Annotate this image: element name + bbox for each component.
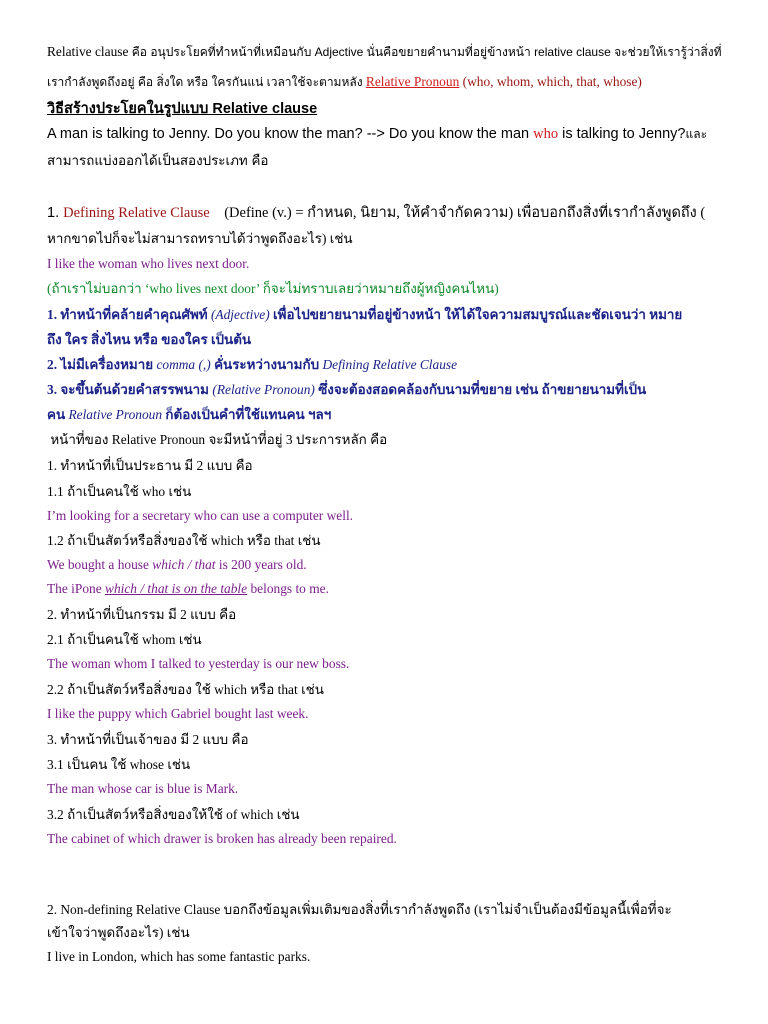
rule-text-mid: คั่นระหว่างนามกับ bbox=[210, 357, 323, 372]
who-highlight: who bbox=[533, 126, 559, 142]
defining-description: (Define (v.) = กำหนด, นิยาม, ให้คำจำกัดความ) เพื่อบอกถึงสิ่งที่เรากำลังพูดถึง ( bbox=[209, 205, 706, 221]
function-1-1: 1.1 ถ้าเป็นคนใช้ who เช่น bbox=[47, 484, 192, 499]
function-1-2: 1.2 ถ้าเป็นสัตว์หรือสิ่งของใช้ which หรือ that เช่น bbox=[47, 533, 321, 548]
example-sentence: The cabinet of which drawer is broken has already been repaired. bbox=[47, 831, 397, 846]
example-text: The iPone bbox=[47, 581, 106, 596]
defining-heading bbox=[47, 203, 728, 223]
structure-heading: วิธีสร้างประโยคในรูปแบบ Relative clause bbox=[47, 101, 318, 117]
function-2-2: 2.2 ถ้าเป็นสัตว์หรือสิ่งของ ใช้ which หรือ that เช่น bbox=[47, 682, 324, 697]
non-defining-heading-cont: เข้าใจว่าพูดถึงอะไร) เช่น bbox=[47, 925, 190, 940]
example-sentence: I like the woman who lives next door. bbox=[47, 256, 250, 271]
non-defining-heading: 2. Non-defining Relative Clause บอกถึงข้อมูลเพิ่มเติมของสิ่งที่เรากำลังพูดถึง (เราไม่จำเป็นต้องมีข้อมูลนี้เพื่อที่จะ bbox=[47, 902, 672, 917]
intro-line-1 bbox=[47, 42, 728, 62]
rule-italic-end: Defining Relative Clause bbox=[322, 357, 458, 372]
function-1-heading: 1. ทำหน้าที่เป็นประธาน มี 2 แบบ คือ bbox=[47, 458, 253, 473]
rule-1 bbox=[47, 305, 728, 325]
intro-definition-cont: เรากำลังพูดถึงอยู่ คือ สิ่งใด หรือ ใครกันแน่ เวลาใช้จะตามหลัง bbox=[47, 75, 366, 89]
rule-italic: comma (,) bbox=[156, 357, 211, 372]
function-3-1: 3.1 เป็นคน ใช้ whose เช่น bbox=[47, 757, 191, 772]
transform-text: A man is talking to Jenny. Do you know the man? --> Do you know the man bbox=[47, 126, 534, 142]
rule-italic: (Relative Pronoun) bbox=[212, 382, 315, 397]
function-3-2: 3.2 ถ้าเป็นสัตว์หรือสิ่งของให้ใช้ of which เช่น bbox=[47, 807, 300, 822]
example-sentence bbox=[47, 555, 728, 575]
example-sentence: I live in London, which has some fantastic parks. bbox=[47, 949, 311, 964]
defining-title: Defining Relative Clause bbox=[63, 205, 210, 221]
rule-text: 2. ไม่มีเครื่องหมาย bbox=[47, 357, 157, 372]
rule-2 bbox=[47, 355, 728, 375]
rule-3-cont bbox=[47, 405, 728, 425]
example-transform bbox=[47, 124, 728, 144]
rule-italic: (Adjective) bbox=[210, 307, 270, 322]
example-sentence bbox=[47, 579, 728, 599]
intro-line-2 bbox=[47, 72, 728, 92]
types-intro: สามารถแบ่งออกได้เป็นสองประเภท คือ bbox=[47, 153, 269, 168]
rule-text-end: ก็ต้องเป็นคำที่ใช้แทนคน ฯลฯ bbox=[162, 407, 332, 422]
rule-text: 3. จะขึ้นต้นด้วยคำสรรพนาม bbox=[47, 382, 213, 397]
example-sentence: I like the puppy which Gabriel bought last week. bbox=[47, 706, 309, 721]
rule-italic: Relative Pronoun bbox=[68, 407, 163, 422]
rule-3 bbox=[47, 380, 728, 400]
relative-pronoun-link[interactable]: Relative Pronoun bbox=[365, 74, 460, 89]
example-text: We bought a house bbox=[47, 557, 153, 572]
example-text-end: belongs to me. bbox=[247, 581, 329, 596]
function-2-1: 2.1 ถ้าเป็นคนใช้ whom เช่น bbox=[47, 632, 202, 647]
example-italic: which / that bbox=[152, 557, 216, 572]
example-sentence: The woman whom I talked to yesterday is our new boss. bbox=[47, 656, 350, 671]
pronoun-list: (who, whom, which, that, whose) bbox=[459, 74, 642, 89]
rule-text-end: เพื่อไปขยายนามที่อยู่ข้างหน้า ให้ได้ใจความสมบูรณ์และชัดเจนว่า หมาย bbox=[269, 307, 683, 322]
section-number: 1. bbox=[47, 205, 64, 221]
functions-intro: หน้าที่ของ Relative Pronoun จะมีหน้าที่อยู่ 3 ประการหลัก คือ bbox=[47, 432, 388, 447]
defining-description-cont: หากขาดไปก็จะไม่สามารถทราบได้ว่าพูดถึงอะไร) เช่น bbox=[47, 231, 353, 246]
rule-text: คน bbox=[47, 407, 69, 422]
example-underlined: which / that is on the table bbox=[105, 581, 248, 596]
note-line: (ถ้าเราไม่บอกว่า ‘who lives next door’ ก็จะไม่ทราบเลยว่าหมายถึงผู้หญิงคนไหน) bbox=[47, 281, 499, 296]
intro-definition: คือ อนุประโยคที่ทำหน้าที่เหมือนกับ Adjective นั่นคือขยายคำนามที่อยู่ข้างหน้า relative clause จะช่วยให้เรารู้ว่าสิ่งที่ bbox=[131, 45, 722, 59]
function-2-heading: 2. ทำหน้าที่เป็นกรรม มี 2 แบบ คือ bbox=[47, 607, 237, 622]
rule-text: 1. ทำหน้าที่คล้ายคำคุณศัพท์ bbox=[47, 307, 211, 322]
example-sentence: The man whose car is blue is Mark. bbox=[47, 781, 239, 796]
rule-text-end: ซึ่งจะต้องสอดคล้องกับนามที่ขยาย เช่น ถ้าขยายนามที่เป็น bbox=[314, 382, 647, 397]
transform-conjunction: และ bbox=[685, 127, 708, 141]
example-sentence: I’m looking for a secretary who can use a computer well. bbox=[47, 508, 354, 523]
intro-term: Relative clause bbox=[47, 44, 132, 59]
rule-1-cont: ถึง ใคร สิ่งไหน หรือ ของใคร เป็นต้น bbox=[47, 332, 252, 347]
transform-text-end: is talking to Jenny? bbox=[558, 126, 686, 142]
example-text-end: is 200 years old. bbox=[215, 557, 307, 572]
function-3-heading: 3. ทำหน้าที่เป็นเจ้าของ มี 2 แบบ คือ bbox=[47, 732, 249, 747]
